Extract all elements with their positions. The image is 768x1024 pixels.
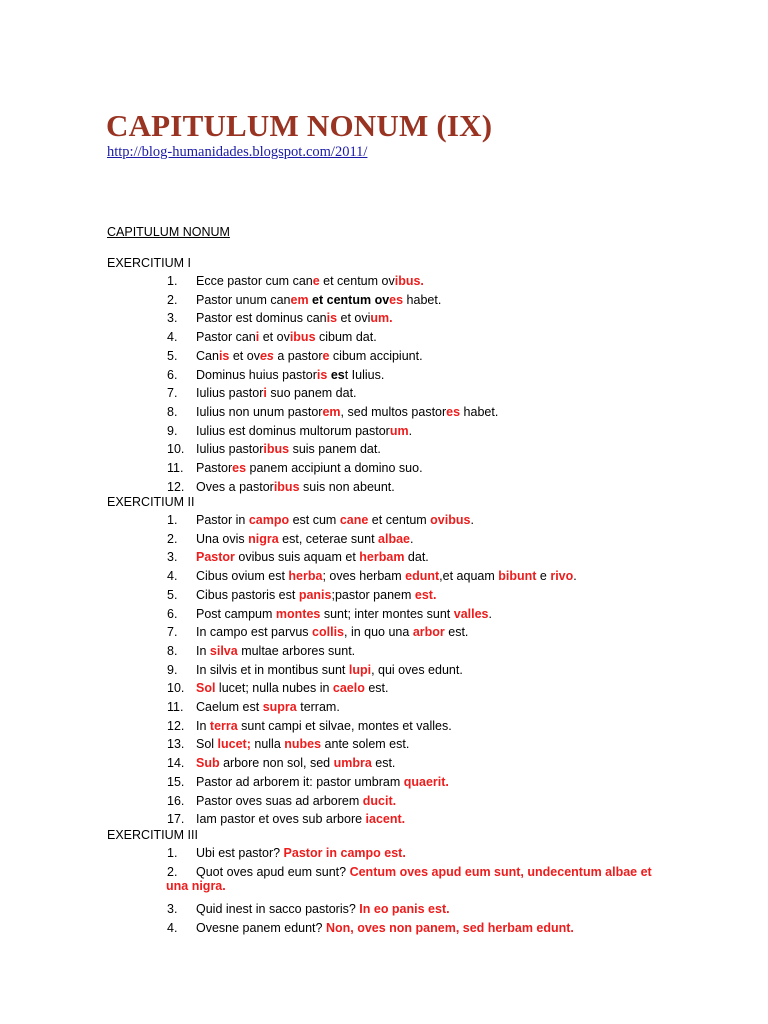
text-segment: cibum accipiunt.: [329, 348, 423, 363]
highlighted-segment: et centum ov: [308, 292, 390, 307]
item-text: [196, 480, 395, 494]
item-number: 9.: [167, 662, 178, 677]
text-segment: Pastor oves suas ad arborem: [196, 793, 363, 808]
exercise-title: EXERCITIUM I: [107, 256, 192, 270]
text-segment: nulla: [250, 737, 285, 752]
item-text: [196, 405, 498, 419]
text-segment: .: [410, 531, 414, 546]
item-number: 6.: [167, 606, 178, 621]
item-text: [196, 902, 450, 916]
highlighted-segment: em: [290, 292, 309, 307]
highlighted-segment: Sol: [196, 681, 216, 696]
text-segment: lucet; nulla nubes in: [215, 681, 333, 696]
item-number: 2.: [167, 292, 178, 307]
item-number: 4.: [167, 569, 178, 584]
item-text: [196, 424, 412, 438]
item-text: [196, 386, 357, 400]
exercise-item: [0, 274, 768, 292]
highlighted-segment: is: [218, 348, 230, 363]
text-segment: habet.: [460, 404, 499, 419]
highlighted-segment: lucet;: [217, 737, 251, 752]
item-number: 8.: [167, 404, 178, 419]
highlighted-segment: es: [446, 404, 461, 419]
item-number: 10.: [167, 681, 185, 696]
item-number: 17.: [167, 812, 185, 827]
highlighted-segment: cane: [339, 513, 369, 527]
exercise-item: [0, 550, 768, 568]
highlighted-segment: es: [259, 348, 274, 363]
highlighted-segment: supra: [262, 700, 297, 714]
text-segment: dat.: [404, 550, 429, 565]
item-text: [196, 644, 355, 658]
highlighted-segment: arbor: [412, 625, 445, 640]
text-segment: Iulius est dominus multorum pastor: [196, 423, 390, 438]
exercise-item: [0, 921, 768, 939]
text-segment: suo panem dat.: [266, 386, 357, 401]
text-segment: Dominus huius pastor: [196, 367, 317, 382]
text-segment: Ubi est pastor?: [196, 846, 284, 860]
exercise-item: [0, 311, 768, 329]
item-text: [196, 756, 395, 770]
item-number: 14.: [167, 756, 185, 771]
item-number: 2.: [167, 864, 178, 879]
text-segment: In: [196, 718, 210, 733]
blog-link[interactable]: http://blog-humanidades.blogspot.com/2011/: [107, 144, 368, 160]
highlighted-segment: ibus: [263, 442, 290, 457]
text-segment: In silvis et in montibus sunt: [196, 662, 349, 677]
item-number: 3.: [167, 311, 178, 326]
text-segment: .: [573, 569, 577, 584]
highlighted-segment: una nigra.: [166, 878, 226, 893]
exercise-item: [0, 293, 768, 311]
text-segment: sunt campi et silvae, montes et valles.: [237, 718, 452, 733]
text-segment: arbore non sol, sed: [219, 756, 334, 771]
text-segment: et ov: [259, 330, 290, 345]
exercise-title: EXERCITIUM II: [107, 495, 195, 509]
highlighted-segment: is: [316, 367, 328, 382]
highlighted-segment: iacent.: [365, 812, 406, 827]
highlighted-segment: Non, oves non panem, sed herbam edunt.: [325, 920, 574, 935]
text-segment: Pastor unum can: [196, 292, 291, 307]
text-segment: sunt; inter montes sunt: [320, 606, 454, 621]
item-number: 16.: [167, 793, 185, 808]
text-segment: , in quo una: [344, 625, 413, 640]
item-number: 12.: [167, 718, 185, 733]
highlighted-segment: ibus.: [394, 274, 424, 288]
exercise-item: [0, 719, 768, 737]
item-text: [196, 625, 468, 639]
item-number: 13.: [167, 737, 185, 752]
text-segment: Pastor: [196, 461, 233, 475]
item-text: [196, 461, 423, 475]
item-number: 1.: [167, 274, 178, 288]
highlighted-segment: Sub: [196, 756, 220, 771]
text-segment: In campo est parvus: [196, 625, 313, 640]
text-segment: Quid inest in sacco pastoris?: [196, 902, 360, 917]
exercise-item: [0, 461, 768, 479]
item-number: 7.: [167, 625, 178, 640]
item-number: 9.: [167, 423, 178, 438]
text-segment: cibum dat.: [315, 330, 377, 345]
exercise-item: [0, 700, 768, 718]
item-text: [196, 700, 340, 714]
exercise-item: [0, 424, 768, 442]
item-number: 8.: [167, 643, 178, 658]
highlighted-segment: herba: [288, 569, 323, 584]
highlighted-segment: es: [389, 292, 404, 307]
item-text: [196, 311, 393, 325]
exercise-item: [0, 513, 768, 531]
text-segment: Iulius pastor: [196, 442, 264, 457]
exercise-item: [0, 902, 768, 920]
exercise-item: [0, 405, 768, 423]
exercise-item: [0, 864, 768, 893]
highlighted-segment: valles: [453, 606, 489, 621]
item-text: [196, 812, 405, 826]
highlighted-segment: umbra: [333, 756, 372, 771]
item-number: 12.: [167, 479, 185, 494]
item-number: 6.: [167, 367, 178, 382]
text-segment: .: [408, 423, 413, 438]
exercise-item: [0, 330, 768, 348]
exercise-item: [0, 681, 768, 699]
exercise-item: [0, 386, 768, 404]
highlighted-segment: e: [322, 348, 330, 363]
item-text: [196, 719, 452, 733]
highlighted-segment: rivo: [550, 569, 574, 584]
item-number: 1.: [167, 513, 178, 527]
item-text: [196, 513, 474, 527]
item-text: [166, 864, 696, 893]
highlighted-segment: ibus: [273, 479, 300, 494]
text-segment: est.: [444, 625, 469, 640]
exercise-item: [0, 775, 768, 793]
text-segment: ante solem est.: [321, 737, 410, 752]
item-number: 3.: [167, 550, 178, 565]
text-segment: et ov: [229, 348, 260, 363]
text-segment: et ovi: [337, 311, 371, 326]
exercise-item: [0, 607, 768, 625]
highlighted-segment: ovibus: [430, 513, 471, 527]
text-segment: ; oves herbam: [322, 569, 406, 584]
highlighted-segment: es: [327, 367, 345, 382]
text-segment: In: [196, 643, 210, 658]
item-number: 5.: [167, 348, 178, 363]
text-segment: est cum: [289, 513, 340, 527]
text-segment: Quot oves apud eum sunt?: [196, 864, 350, 879]
item-text: [196, 607, 492, 621]
item-text: [196, 442, 381, 456]
item-number: 7.: [167, 386, 178, 401]
highlighted-segment: e: [312, 274, 320, 288]
text-segment: et centum: [368, 513, 431, 527]
text-segment: Can: [196, 348, 219, 363]
text-segment: Iulius pastor: [196, 386, 264, 401]
highlighted-segment: quaerit.: [403, 774, 449, 789]
item-number: 5.: [167, 587, 178, 602]
highlighted-segment: collis: [312, 625, 344, 640]
text-segment: .: [470, 513, 474, 527]
text-segment: ,et aquam: [439, 569, 499, 584]
text-segment: terram.: [296, 700, 340, 714]
item-number: 1.: [167, 846, 178, 860]
highlighted-segment: edunt: [405, 569, 440, 584]
highlighted-segment: In eo panis est.: [359, 902, 450, 917]
highlighted-segment: Pastor in campo est.: [283, 846, 406, 860]
exercise-item: [0, 625, 768, 643]
item-text: [196, 293, 441, 307]
highlighted-segment: lupi: [348, 662, 372, 677]
highlighted-segment: herbam: [359, 550, 405, 565]
highlighted-segment: campo: [248, 513, 290, 527]
highlighted-segment: montes: [275, 606, 321, 621]
item-text: [196, 588, 436, 602]
text-segment: Oves a pastor: [196, 479, 274, 494]
text-segment: t Iulius.: [344, 367, 385, 382]
exercise-item: [0, 663, 768, 681]
item-text: [196, 737, 409, 751]
exercise-item: [0, 588, 768, 606]
item-text: [196, 550, 429, 564]
text-segment: Pastor in: [196, 513, 249, 527]
exercise-item: [0, 644, 768, 662]
document-title: CAPITULUM NONUM (IX): [106, 108, 493, 143]
item-number: 15.: [167, 774, 185, 789]
item-text: [196, 794, 396, 808]
highlighted-segment: um: [389, 423, 409, 438]
exercise-item: [0, 368, 768, 386]
exercise-item: [0, 737, 768, 755]
text-segment: Pastor est dominus can: [196, 311, 327, 326]
text-segment: suis panem dat.: [289, 442, 381, 457]
text-segment: suis non abeunt.: [299, 479, 395, 494]
exercise-item: [0, 794, 768, 812]
text-segment: Post campum: [196, 606, 276, 621]
highlighted-segment: Pastor: [196, 550, 235, 565]
text-segment: Sol: [196, 737, 218, 752]
text-segment: Cibus ovium est: [196, 569, 289, 584]
text-segment: est, ceterae sunt: [278, 531, 379, 546]
item-number: 2.: [167, 531, 178, 546]
highlighted-segment: i: [263, 386, 267, 401]
exercise-item: [0, 569, 768, 587]
text-segment: multae arbores sunt.: [237, 643, 356, 658]
highlighted-segment: caelo: [332, 681, 365, 696]
item-text: [196, 681, 389, 695]
highlighted-segment: es: [232, 461, 247, 475]
highlighted-segment: em: [322, 404, 341, 419]
text-segment: e: [536, 569, 551, 584]
highlighted-segment: est.: [414, 587, 437, 602]
highlighted-segment: bibunt: [498, 569, 537, 584]
highlighted-segment: panis: [298, 587, 332, 602]
text-segment: a pastor: [273, 348, 323, 363]
item-number: 11.: [167, 461, 184, 475]
highlighted-segment: nubes: [284, 737, 322, 752]
text-segment: Una ovis: [196, 531, 249, 546]
highlighted-segment: terra: [209, 718, 238, 733]
highlighted-segment: ducit.: [362, 793, 397, 808]
text-segment: , sed multos pastor: [340, 404, 447, 419]
highlighted-segment: nigra: [248, 531, 279, 546]
item-number: 4.: [167, 920, 178, 935]
text-segment: panem accipiunt a domino suo.: [246, 461, 423, 475]
exercise-item: [0, 532, 768, 550]
text-segment: Caelum est: [196, 700, 263, 714]
item-text: [196, 274, 424, 288]
text-segment: et centum ov: [319, 274, 395, 288]
item-text: [196, 569, 577, 583]
item-text: [196, 349, 423, 363]
exercise-title: EXERCITIUM III: [107, 828, 198, 842]
text-segment: Pastor can: [196, 330, 256, 345]
text-segment: Pastor ad arborem it: pastor umbram: [196, 774, 404, 789]
item-text: [196, 532, 413, 546]
item-number: 4.: [167, 330, 178, 345]
text-segment: ;pastor panem: [331, 587, 415, 602]
highlighted-segment: um.: [370, 311, 393, 326]
text-segment: est.: [364, 681, 389, 696]
text-segment: est.: [371, 756, 396, 771]
highlighted-segment: albae: [378, 531, 410, 546]
item-number: 11.: [167, 700, 184, 714]
item-number: 3.: [167, 902, 178, 917]
item-text: [196, 846, 406, 860]
highlighted-segment: silva: [209, 643, 238, 658]
item-text: [196, 330, 377, 344]
chapter-heading: CAPITULUM NONUM: [107, 225, 230, 239]
highlighted-segment: is: [326, 311, 338, 326]
item-text: [196, 775, 449, 789]
highlighted-segment: Centum oves apud eum sunt, undecentum albae et: [349, 864, 652, 879]
item-text: [196, 663, 463, 677]
item-number: 10.: [167, 442, 185, 457]
text-segment: , qui oves edunt.: [371, 662, 463, 677]
highlighted-segment: i: [255, 330, 260, 345]
text-segment: Cibus pastoris est: [196, 587, 299, 602]
exercise-item: [0, 756, 768, 774]
text-segment: Ovesne panem edunt?: [196, 920, 326, 935]
highlighted-segment: ibus: [289, 330, 316, 345]
text-segment: Iulius non unum pastor: [196, 404, 323, 419]
text-segment: habet.: [403, 292, 442, 307]
item-text: [196, 368, 384, 382]
text-segment: Iam pastor et oves sub arbore: [196, 812, 366, 827]
exercise-item: [0, 846, 768, 864]
item-text: [196, 921, 574, 935]
exercise-item: [0, 349, 768, 367]
exercise-item: [0, 442, 768, 460]
text-segment: ovibus suis aquam et: [234, 550, 360, 565]
text-segment: Ecce pastor cum can: [196, 274, 313, 288]
text-segment: .: [488, 606, 492, 621]
